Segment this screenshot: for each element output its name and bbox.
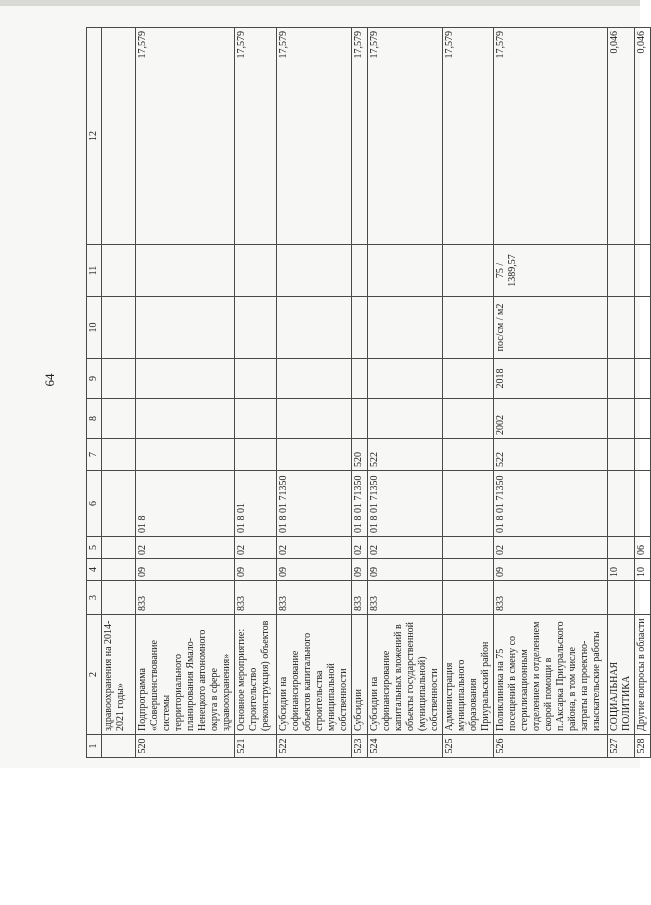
- cell-col-5: [608, 537, 635, 559]
- cell-col-10: [102, 297, 136, 359]
- cell-col-2: Основное мероприятие: Строительство (реконструкция) объектов: [235, 615, 277, 735]
- cell-col-7: [235, 439, 277, 471]
- cell-col-6: [635, 471, 651, 537]
- cell-col-7: [635, 439, 651, 471]
- cell-col-10: [635, 297, 651, 359]
- cell-col-3: [635, 581, 651, 615]
- cell-col-2: СОЦИАЛЬНАЯ ПОЛИТИКА: [608, 615, 635, 735]
- cell-col-8: [277, 399, 352, 439]
- cell-col-4: 09: [136, 559, 235, 581]
- cell-col-12: 17,579: [235, 28, 277, 245]
- cell-col-10: [235, 297, 277, 359]
- cell-col-10: [368, 297, 443, 359]
- cell-col-1: 521: [235, 735, 277, 758]
- rotated-table-wrapper: [86, 28, 647, 758]
- cell-col-6: 01 8 01 71350: [368, 471, 443, 537]
- header-cell-7: 7: [87, 439, 102, 471]
- cell-col-5: 02: [494, 537, 608, 559]
- cell-col-11: [277, 245, 352, 297]
- cell-col-9: [136, 359, 235, 399]
- cell-col-3: [608, 581, 635, 615]
- cell-col-12: 17,579: [368, 28, 443, 245]
- cell-col-8: [608, 399, 635, 439]
- scan-top-edge: [0, 0, 640, 6]
- cell-col-8: [102, 399, 136, 439]
- cell-col-7: [136, 439, 235, 471]
- cell-col-4: 09: [352, 559, 368, 581]
- cell-col-5: 02: [277, 537, 352, 559]
- cell-col-1: 522: [277, 735, 352, 758]
- cell-col-3: 833: [352, 581, 368, 615]
- cell-col-1: 526: [494, 735, 608, 758]
- cell-col-12: 0,046: [608, 28, 635, 245]
- cell-col-4: 10: [608, 559, 635, 581]
- cell-col-5: 02: [352, 537, 368, 559]
- cell-col-5: 02: [235, 537, 277, 559]
- cell-col-9: [443, 359, 494, 399]
- cell-col-11: [102, 245, 136, 297]
- cell-col-6: 01 8 01 71350: [494, 471, 608, 537]
- cell-col-8: [368, 399, 443, 439]
- cell-col-11: [136, 245, 235, 297]
- cell-col-7: 522: [368, 439, 443, 471]
- cell-col-8: [136, 399, 235, 439]
- cell-col-4: 09: [494, 559, 608, 581]
- cell-col-9: 2018: [494, 359, 608, 399]
- cell-col-6: [443, 471, 494, 537]
- cell-col-11: [608, 245, 635, 297]
- table-row: [635, 28, 651, 758]
- header-cell-6: 6: [87, 471, 102, 537]
- cell-col-3: 833: [277, 581, 352, 615]
- cell-col-1: 524: [368, 735, 443, 758]
- cell-col-1: 527: [608, 735, 635, 758]
- cell-col-5: 06: [635, 537, 651, 559]
- page-number: 64: [42, 373, 57, 387]
- cell-col-12: 17,579: [277, 28, 352, 245]
- cell-col-12: 17,579: [494, 28, 608, 245]
- cell-col-10: [443, 297, 494, 359]
- cell-col-8: [235, 399, 277, 439]
- table-row: [494, 28, 608, 758]
- cell-col-2: здравоохранения на 2014-2021 годы»: [102, 615, 136, 735]
- cell-col-3: 833: [136, 581, 235, 615]
- cell-col-1: 523: [352, 735, 368, 758]
- cell-col-4: 10: [635, 559, 651, 581]
- cell-col-2: Субсидии: [352, 615, 368, 735]
- cell-col-11: [352, 245, 368, 297]
- cell-col-8: 2002: [494, 399, 608, 439]
- cell-col-1: 520: [136, 735, 235, 758]
- cell-col-3: 833: [368, 581, 443, 615]
- header-cell-12: 12: [87, 28, 102, 245]
- cell-col-9: [352, 359, 368, 399]
- cell-col-3: [443, 581, 494, 615]
- cell-col-12: [102, 28, 136, 245]
- cell-col-7: 520: [352, 439, 368, 471]
- budget-table: [86, 27, 651, 758]
- cell-col-6: [608, 471, 635, 537]
- table-row: [352, 28, 368, 758]
- header-cell-5: 5: [87, 537, 102, 559]
- cell-col-10: [136, 297, 235, 359]
- cell-col-2: Поликлиника на 75 посещений в смену со стерилизационным отделением и отделением скорой помощи в п.Аксарка Приуральского района, в том числе затраты на проектно-изыскательские работы: [494, 615, 608, 735]
- cell-col-4: 09: [368, 559, 443, 581]
- cell-col-12: 17,579: [352, 28, 368, 245]
- cell-col-5: 02: [368, 537, 443, 559]
- cell-col-7: 522: [494, 439, 608, 471]
- cell-col-2: Субсидии на софинансирование объектов капитального строительства муниципальной собственности: [277, 615, 352, 735]
- cell-col-5: [102, 537, 136, 559]
- cell-col-12: 0,046: [635, 28, 651, 245]
- table-row: [608, 28, 635, 758]
- cell-col-2: Субсидии на софинансирование капитальных вложений в объекты государственной (муниципальной) собственности: [368, 615, 443, 735]
- cell-col-7: [608, 439, 635, 471]
- cell-col-12: 17,579: [136, 28, 235, 245]
- cell-col-11: [368, 245, 443, 297]
- cell-col-6: 01 8 01 71350: [277, 471, 352, 537]
- header-cell-9: 9: [87, 359, 102, 399]
- cell-col-1: [102, 735, 136, 758]
- header-cell-1: 1: [87, 735, 102, 758]
- table-row: [102, 28, 136, 758]
- cell-col-11: [235, 245, 277, 297]
- cell-col-10: [277, 297, 352, 359]
- cell-col-9: [608, 359, 635, 399]
- header-cell-11: 11: [87, 245, 102, 297]
- cell-col-1: 528: [635, 735, 651, 758]
- cell-col-6: 01 8: [136, 471, 235, 537]
- table-row: [443, 28, 494, 758]
- cell-col-8: [443, 399, 494, 439]
- cell-col-4: 09: [235, 559, 277, 581]
- cell-col-11: [443, 245, 494, 297]
- cell-col-3: [102, 581, 136, 615]
- header-cell-8: 8: [87, 399, 102, 439]
- cell-col-10: [608, 297, 635, 359]
- header-row: [87, 28, 102, 758]
- cell-col-1: 525: [443, 735, 494, 758]
- cell-col-4: 09: [277, 559, 352, 581]
- table-row: [136, 28, 235, 758]
- cell-col-7: [277, 439, 352, 471]
- header-cell-2: 2: [87, 615, 102, 735]
- cell-col-9: [635, 359, 651, 399]
- cell-col-2: Подпрограмма «Совершенствование системы территориального планирования Ямало-Ненецкого автономного округа в сфере здравоохранения»: [136, 615, 235, 735]
- cell-col-10: [352, 297, 368, 359]
- cell-col-7: [443, 439, 494, 471]
- table-body: [87, 28, 651, 758]
- table-row: [277, 28, 352, 758]
- cell-col-6: [102, 471, 136, 537]
- cell-col-2: Администрация муниципального образования Приуральский район: [443, 615, 494, 735]
- cell-col-2: Другие вопросы в области: [635, 615, 651, 735]
- cell-col-4: [443, 559, 494, 581]
- cell-col-10: пос/см / м2: [494, 297, 608, 359]
- header-cell-3: 3: [87, 581, 102, 615]
- cell-col-11: 75 / 1389,57: [494, 245, 608, 297]
- cell-col-9: [368, 359, 443, 399]
- cell-col-9: [235, 359, 277, 399]
- cell-col-11: [635, 245, 651, 297]
- table-row: [368, 28, 443, 758]
- cell-col-3: 833: [235, 581, 277, 615]
- cell-col-12: 17,579: [443, 28, 494, 245]
- cell-col-5: 02: [136, 537, 235, 559]
- cell-col-6: 01 8 01: [235, 471, 277, 537]
- cell-col-9: [102, 359, 136, 399]
- cell-col-8: [352, 399, 368, 439]
- table-row: [235, 28, 277, 758]
- cell-col-9: [277, 359, 352, 399]
- cell-col-4: [102, 559, 136, 581]
- cell-col-5: [443, 537, 494, 559]
- cell-col-3: 833: [494, 581, 608, 615]
- cell-col-6: 01 8 01 71350: [352, 471, 368, 537]
- header-cell-10: 10: [87, 297, 102, 359]
- cell-col-7: [102, 439, 136, 471]
- header-cell-4: 4: [87, 559, 102, 581]
- cell-col-8: [635, 399, 651, 439]
